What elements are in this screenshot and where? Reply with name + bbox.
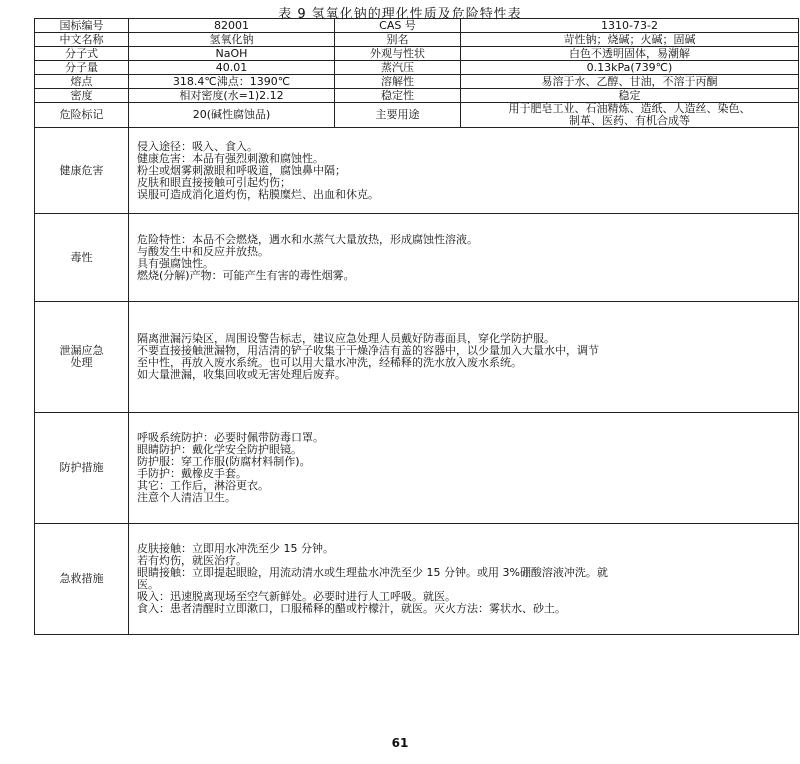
cell-label: 溶解性	[335, 75, 461, 89]
section-label: 防护措施	[35, 413, 129, 524]
cell-value: 1310-73-2	[461, 19, 799, 33]
cell-value: 苛性钠；烧碱；火碱；固碱	[461, 33, 799, 47]
cell-value: 82001	[129, 19, 335, 33]
cell-label: 稳定性	[335, 89, 461, 103]
page-number: 61	[391, 736, 409, 750]
cell-label: 国标编号	[35, 19, 129, 33]
text-line: 如大量泄漏，收集回收或无害处理后废弃。	[137, 368, 346, 381]
cell-label: 分子式	[35, 47, 129, 61]
section-label-line: 处理	[70, 356, 93, 369]
cell-value: 稳定	[461, 89, 799, 103]
text-line: 危险特性：本品不会燃烧，遇水和水蒸气大量放热，形成腐蚀性溶液。	[137, 232, 478, 246]
text-line: 与酸发生中和反应并放热。	[137, 244, 269, 258]
text-line: 粉尘或烟雾刺激眼和呼吸道，腐蚀鼻中隔；	[137, 163, 346, 177]
property-table	[34, 18, 799, 635]
section-body	[129, 302, 799, 413]
text-line: 侵入途径：吸入、食入。	[137, 139, 258, 153]
cell-value: 易溶于水、乙醇、甘油，不溶于丙酮	[461, 75, 799, 89]
cell-label: 中文名称	[35, 33, 129, 47]
cell-label: 熔点	[35, 75, 129, 89]
cell-value: 0.13kPa(739℃)	[461, 61, 799, 75]
cell-value: 20(碱性腐蚀品)	[129, 103, 335, 128]
text-line: 其它：工作后，淋浴更衣。	[137, 479, 269, 492]
cell-label: 蒸汽压	[335, 61, 461, 75]
text-line: 健康危害：本品有强烈刺激和腐蚀性。	[137, 151, 324, 165]
text-line: 注意个人清洁卫生。	[137, 491, 236, 504]
text-line: 误服可造成消化道灼伤，粘膜糜烂、出血和休克。	[137, 187, 379, 201]
cell-value: 相对密度(水=1)2.12	[129, 89, 335, 103]
text-line: 具有强腐蚀性。	[137, 256, 214, 270]
section-row-health	[35, 128, 799, 214]
section-label: 健康危害	[35, 128, 129, 214]
section-row-spill	[35, 302, 799, 413]
text-line: 食入：患者清醒时立即漱口，口服稀释的醋或柠檬汁，就医。灭火方法：雾状水、砂土。	[137, 602, 566, 615]
section-row-protection	[35, 413, 799, 524]
text-line: 不要直接接触泄漏物，用洁清的铲子收集于干燥净洁有盖的容器中，以少量加入大量水中，调节	[137, 344, 599, 357]
section-row-toxicity	[35, 214, 799, 302]
text-line: 隔离泄漏污染区，周围设警告标志，建议应急处理人员戴好防毒面具，穿化学防护服。	[137, 332, 555, 345]
text-line: 至中性，再放入废水系统。也可以用大量水冲洗，经稀释的洗水放入废水系统。	[137, 356, 522, 369]
table-row	[35, 75, 799, 89]
section-body	[129, 214, 799, 302]
usage-line: 制革、医药、有机合成等	[569, 114, 690, 127]
section-label: 毒性	[35, 214, 129, 302]
cell-value: 40.01	[129, 61, 335, 75]
usage-line: 用于肥皂工业、石油精炼、造纸、人造丝、染色、	[508, 102, 751, 115]
text-line: 皮肤接触：立即用水冲洗至少 15 分钟。	[137, 542, 334, 555]
table-row	[35, 19, 799, 33]
section-body	[129, 128, 799, 214]
section-label: 急救措施	[35, 524, 129, 635]
section-label	[35, 302, 129, 413]
text-line: 若有灼伤，就医治疗。	[137, 554, 247, 567]
cell-label: CAS 号	[335, 19, 461, 33]
text-line: 呼吸系统防护：必要时佩带防毒口罩。	[137, 431, 324, 444]
table-row	[35, 61, 799, 75]
cell-label: 危险标记	[35, 103, 129, 128]
text-line: 医。	[137, 578, 159, 591]
table-title: 表 9 氢氧化钠的理化性质及危险特性表	[278, 7, 522, 22]
cell-value: 318.4℃沸点：1390℃	[129, 75, 335, 89]
table-row	[35, 89, 799, 103]
cell-label: 分子量	[35, 61, 129, 75]
table-row	[35, 33, 799, 47]
section-row-first-aid	[35, 524, 799, 635]
section-body	[129, 524, 799, 635]
text-line: 手防护：戴橡皮手套。	[137, 467, 247, 480]
cell-value: 氢氧化钠	[129, 33, 335, 47]
table-row	[35, 47, 799, 61]
cell-label: 主要用途	[335, 103, 461, 128]
cell-label: 别名	[335, 33, 461, 47]
cell-value	[461, 103, 799, 128]
cell-label: 外观与性状	[335, 47, 461, 61]
text-line: 眼睛接触：立即提起眼睑，用流动清水或生理盐水冲洗至少 15 分钟。或用 3%硼酸溶液冲洗。就	[137, 566, 608, 579]
cell-value: NaOH	[129, 47, 335, 61]
cell-label: 密度	[35, 89, 129, 103]
text-line: 防护服：穿工作服(防腐材料制作)。	[137, 455, 311, 468]
text-line: 吸入：迅速脱离现场至空气新鲜处。必要时进行人工呼吸。就医。	[137, 590, 456, 603]
table-row	[35, 103, 799, 128]
section-label-line: 泄漏应急	[59, 344, 104, 357]
text-line: 眼睛防护：戴化学安全防护眼镜。	[137, 443, 302, 456]
text-line: 燃烧(分解)产物：可能产生有害的毒性烟雾。	[137, 268, 355, 282]
text-line: 皮肤和眼直接接触可引起灼伤；	[137, 175, 291, 189]
cell-value: 白色不透明固体，易潮解	[461, 47, 799, 61]
section-body	[129, 413, 799, 524]
